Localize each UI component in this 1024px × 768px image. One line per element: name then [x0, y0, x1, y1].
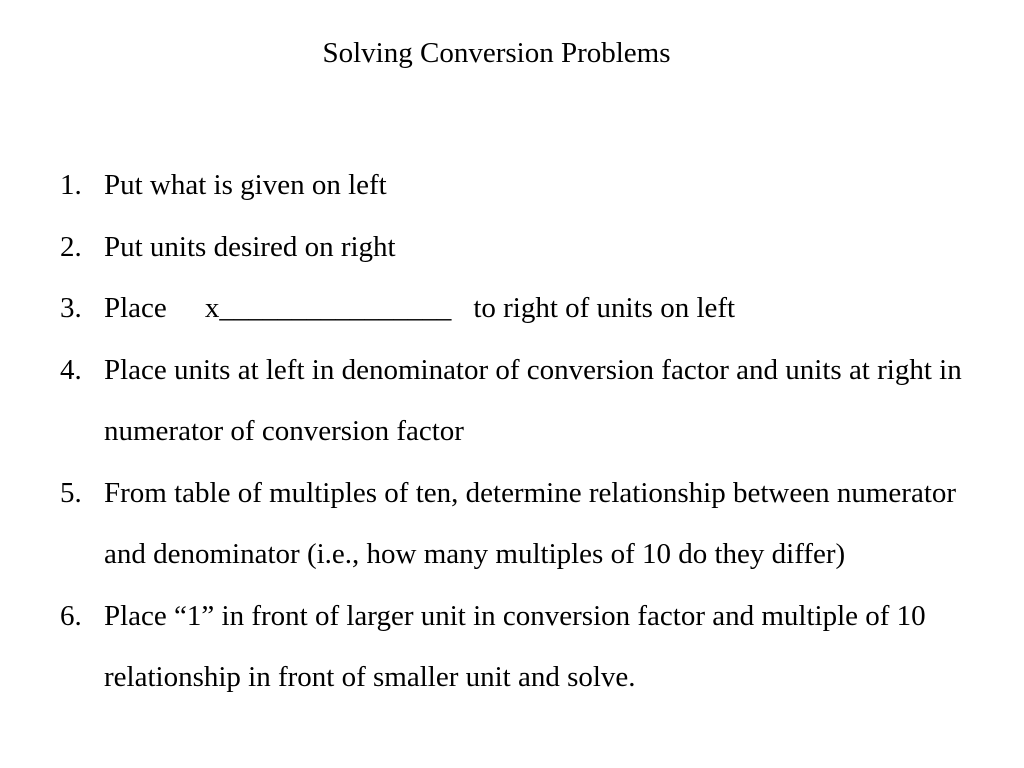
step-number: 2.: [60, 230, 82, 263]
step-text: Place “1” in front of larger unit in conversion factor and multiple of 10 relationship in front of smaller unit and solve.: [104, 599, 926, 693]
step-number: 4.: [60, 353, 82, 386]
list-item: [60, 340, 990, 463]
conversion-blank: x________________: [204, 292, 452, 324]
step-number: 6.: [60, 599, 82, 632]
steps-list: [60, 155, 990, 709]
step-text: [104, 278, 990, 340]
list-item: [60, 217, 990, 279]
list-item: [60, 586, 990, 709]
step-number: 3.: [60, 292, 82, 324]
step-text-after: to right of units on left: [473, 292, 736, 324]
step-number: 5.: [60, 476, 82, 509]
list-item: [60, 155, 990, 217]
step-text: From table of multiples of ten, determine relationship between numerator and denominator (i.e., how many multiples of 10 do they differ): [104, 476, 957, 570]
step-number: 1.: [60, 169, 82, 201]
step-text: Put units desired on right: [104, 230, 396, 263]
step-text: Put what is given on left: [104, 169, 387, 201]
list-item: [60, 463, 990, 586]
step-text: Place units at left in denominator of conversion factor and units at right in numerator of conversion factor: [104, 353, 962, 447]
step-text-before: Place: [104, 292, 167, 324]
list-item: [60, 278, 990, 340]
page-title: Solving Conversion Problems: [322, 37, 671, 69]
